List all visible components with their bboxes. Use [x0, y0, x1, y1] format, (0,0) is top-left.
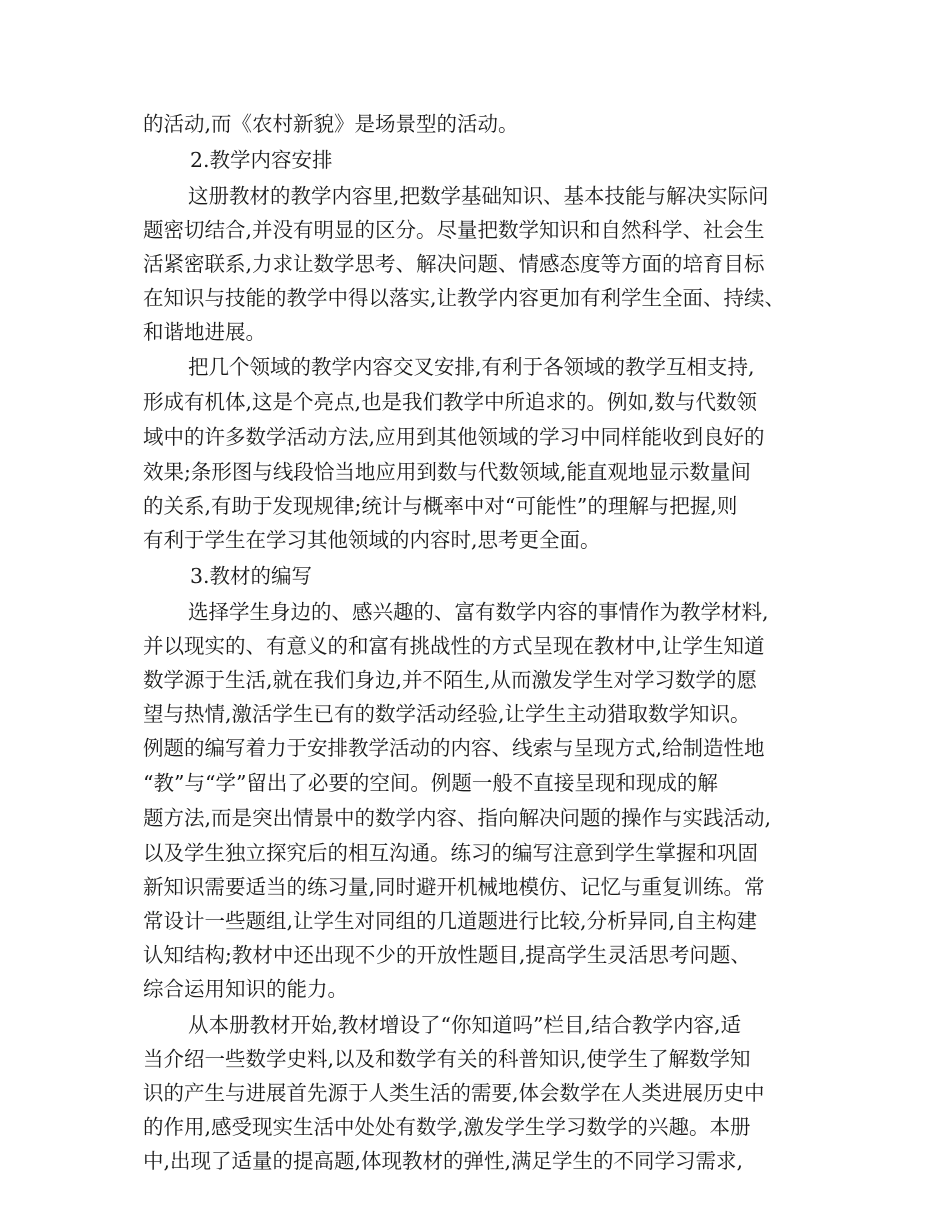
- text-line: 并以现实的、有意义的和富有挑战性的方式呈现在教材中,让学生知道: [143, 634, 765, 658]
- text-line: 当介绍一些数学史料,以及和数学有关的科普知识,使学生了解数学知: [143, 1047, 751, 1071]
- text-line: 例题的编写着力于安排教学活动的内容、线索与呈现方式,给制造性地: [143, 736, 765, 760]
- paragraph-first-line: 这册教材的教学内容里,把数学基础知识、基本技能与解决实际问: [188, 184, 769, 208]
- text-line: 的活动,而《农村新貌》是场景型的活动。: [143, 112, 519, 136]
- text-line: 活紧密联系,力求让数学思考、解决问题、情感态度等方面的培育目标: [143, 252, 765, 276]
- paragraph-first-line: 选择学生身边的、感兴趣的、富有数学内容的事情作为教学材料,: [188, 600, 769, 624]
- text-line: 常设计一些题组,让学生对同组的几道题进行比较,分析异同,自主构建: [143, 909, 758, 933]
- text-line: “教”与“学”留出了必要的空间。例题一般不直接呈现和现成的解: [143, 771, 718, 795]
- text-line: 题密切结合,并没有明显的区分。尽量把数学知识和自然科学、社会生: [143, 218, 765, 242]
- text-line: 以及学生独立探究后的相互沟通。练习的编写注意到学生掌握和巩固: [143, 841, 758, 865]
- text-line: 新知识需要适当的练习量,同时避开机械地模仿、记忆与重复训练。常: [143, 875, 765, 899]
- text-line: 综合运用知识的能力。: [143, 977, 348, 1001]
- text-line: 和谐地进展。: [143, 320, 266, 344]
- section-heading: 2.教学内容安排: [190, 148, 333, 172]
- text-line: 效果;条形图与线段恰当地应用到数与代数领域,能直观地显示数量间: [143, 460, 751, 484]
- text-line: 题方法,而是突出情景中的数学内容、指向解决问题的操作与实践活动,: [143, 806, 772, 830]
- text-line: 的作用,感受现实生活中处处有数学,激发学生学习数学的兴趣。本册: [143, 1115, 751, 1139]
- text-line: 望与热情,激活学生已有的数学活动经验,让学生主动猎取数学知识。: [143, 702, 751, 726]
- text-line: 数学源于生活,就在我们身边,并不陌生,从而激发学生对学习数学的愿: [143, 668, 758, 692]
- text-line: 域中的许多数学活动方法,应用到其他领域的学习中同样能收到良好的: [143, 425, 765, 449]
- text-line: 的关系,有助于发现规律;统计与概率中对“可能性”的理解与把握,则: [143, 494, 738, 518]
- text-line: 识的产生与进展首先源于人类生活的需要,体会数学在人类进展历史中: [143, 1081, 765, 1105]
- section-heading: 3.教材的编写: [190, 564, 313, 588]
- text-line: 在知识与技能的教学中得以落实,让教学内容更加有利学生全面、持续、: [143, 286, 786, 310]
- text-line: 形成有机体,这是个亮点,也是我们教学中所追求的。例如,数与代数领: [143, 390, 758, 414]
- text-line: 认知结构;教材中还出现不少的开放性题目,提高学生灵活思考问题、: [143, 943, 751, 967]
- paragraph-first-line: 把几个领域的教学内容交叉安排,有利于各领域的教学互相支持,: [188, 355, 755, 379]
- text-line: 中,出现了适量的提高题,体现教材的弹性,满足学生的不同学习需求,: [143, 1149, 744, 1173]
- text-line: 有利于学生在学习其他领域的内容时,思考更全面。: [143, 528, 601, 552]
- paragraph-first-line: 从本册教材开始,教材增设了“你知道吗”栏目,结合教学内容,适: [188, 1013, 742, 1037]
